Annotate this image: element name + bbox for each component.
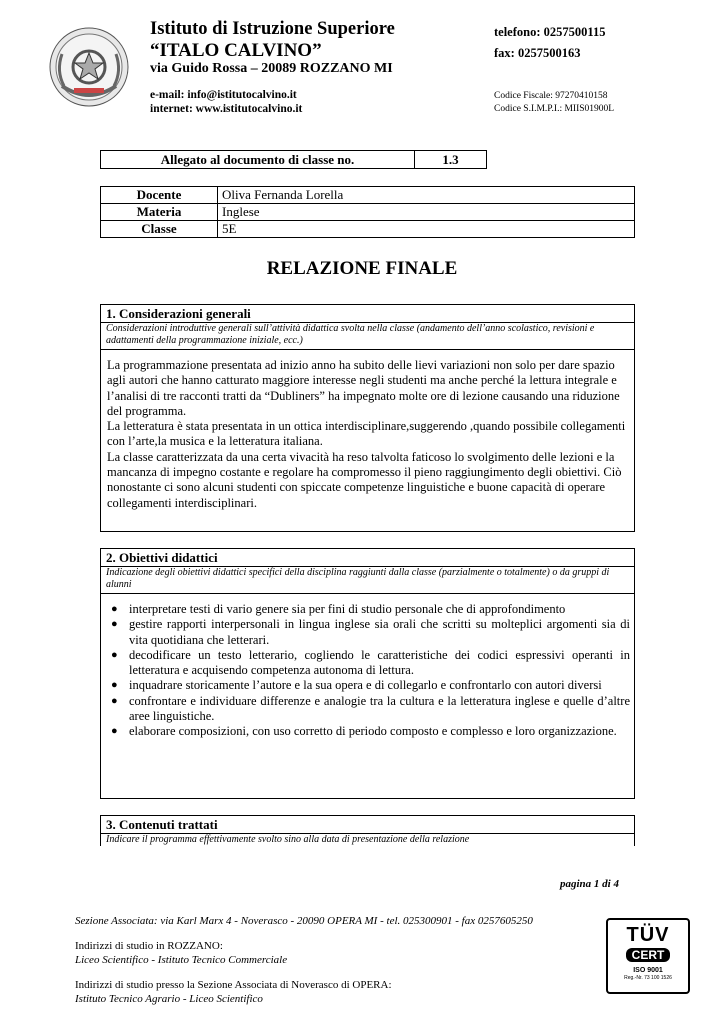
codice-fiscale: Codice Fiscale: 97270410158 [494,91,608,101]
info-value: Inglese [218,204,635,221]
section-description: Indicare il programma effettivamente svolto sino alla data di presentazione della relazione [106,834,470,845]
institute-phone: telefono: 0257500115 [494,25,606,39]
institute-email: e-mail: info@istitutocalvino.it [150,89,297,101]
republic-emblem-icon [48,26,130,108]
allegato-value: 1.3 [415,151,487,169]
bullet-icon: ● [111,648,118,661]
objectives-list [101,602,634,740]
section-description: Indicazione degli obiettivi didattici specifici della disciplina raggiunti dalla classe (parzialmente o totalmente) o da gruppi di alunni [101,567,634,594]
section-body [101,350,634,519]
section-heading: 1. Considerazioni generali [101,305,634,323]
section-considerazioni [100,304,635,532]
paragraph: La programmazione presentata ad inizio anno ha subito delle lievi variazioni non solo per dare spazio agli autori che hanno catturato maggiore interesse negli studenti ma anche perché la lettura integrale e l’analisi di tre racconti tratti da “Dubliners” ha impegnato molte ore di lezione causando una riduzione del programma. [107,358,620,418]
list-item: ● inquadrare storicamente l’autore e la sua opera e di collegarlo e confrontarlo con autori diversi [111,678,602,693]
section-contenuti [100,815,635,846]
info-row-materia [101,204,635,221]
info-label: Classe [101,221,218,238]
list-item: ● gestire rapporti interpersonali in lingua inglese sia orali che scritti su molteplici argomenti sia di vita quotidiana che letterari. [111,617,630,647]
section-body [101,594,634,748]
paragraph: La letteratura è stata presentata in un ottica interdisciplinare,suggerendo ,quando possibile collegamenti con l’arte,la musica e la letteratura italiana. [107,419,626,449]
info-row-classe [101,221,635,238]
section-heading: 3. Contenuti trattati [101,816,634,834]
info-value: 5E [218,221,635,238]
footer-opera-label: Indirizzi di studio presso la Sezione Associata di Noverasco di OPERA: [75,979,392,991]
institute-fax: fax: 0257500163 [494,46,581,60]
bullet-icon: ● [111,679,118,692]
tuv-cert-logo [606,918,690,994]
institute-name: Istituto di Istruzione Superiore [150,19,395,39]
section-heading: 2. Obiettivi didattici [101,549,634,567]
institute-subname: “ITALO CALVINO” [150,40,322,61]
footer-opera: Istituto Tecnico Agrario - Liceo Scientifico [75,993,263,1005]
cert-label: CERT [626,948,671,962]
page-number: pagina 1 di 4 [560,878,619,890]
info-label: Docente [101,187,218,204]
paragraph: La classe caratterizzata da una certa vivacità ha reso talvolta faticoso lo svolgimento delle lezioni e la mancanza di impegno costante e regolare ha compromesso il pieno raggiungimento degli obiettivi. Ciò nonostante ci sono alcuni studenti con spiccate competenze linguistiche e buone capacità di operare collegamenti interdisciplinari. [107,449,622,510]
footer-sezione: Sezione Associata: via Karl Marx 4 - Noverasco - 20090 OPERA MI - tel. 025300901 - fax 0257605250 [75,915,533,927]
institute-website: internet: www.istitutocalvino.it [150,103,303,115]
document-title: RELAZIONE FINALE [266,258,458,279]
info-value: Oliva Fernanda Lorella [218,187,635,204]
codice-simpi: Codice S.I.M.P.I.: MIIS01900L [494,104,615,114]
allegato-label: Allegato al documento di classe no. [101,151,415,169]
footer-rozzano: Liceo Scientifico - Istituto Tecnico Commerciale [75,954,288,966]
cert-iso: ISO 9001 [633,967,663,974]
list-item: ● interpretare testi di vario genere sia per fini di studio personale che di approfondimento [111,602,566,616]
bullet-icon: ● [111,618,118,631]
tuv-logo-text: TÜV [626,924,670,946]
bullet-icon: ● [111,725,118,738]
bullet-icon: ● [111,694,118,707]
section-obiettivi [100,548,635,799]
info-label: Materia [101,204,218,221]
list-item: ● confrontare e individuare differenze e analogie tra la cultura e la letteratura inglese e quelle d’altre aree linguistiche. [111,693,630,724]
section-description: Considerazioni introduttive generali sull’attività didattica svolta nella classe (andamento dell’anno scolastico, revisioni e adattamenti della programmazione iniziale, ecc.) [101,323,634,350]
info-row-docente [101,187,635,204]
institute-address: via Guido Rossa – 20089 ROZZANO MI [150,61,393,76]
footer-rozzano-label: Indirizzi di studio in ROZZANO: [75,940,223,952]
info-table [100,186,635,238]
allegato-table [100,150,487,169]
list-item: ● decodificare un testo letterario, cogliendo le caratteristiche dei codici espressivi operanti in letteratura e acquisendo competenza autonoma di lettura. [111,647,630,678]
cert-reg: Reg.-Nr. 73 100 1526 [624,975,672,981]
list-item: ● elaborare composizioni, con uso corretto di periodo composto e complesso e loro organizzazione. [111,724,617,739]
bullet-icon: ● [111,603,118,615]
